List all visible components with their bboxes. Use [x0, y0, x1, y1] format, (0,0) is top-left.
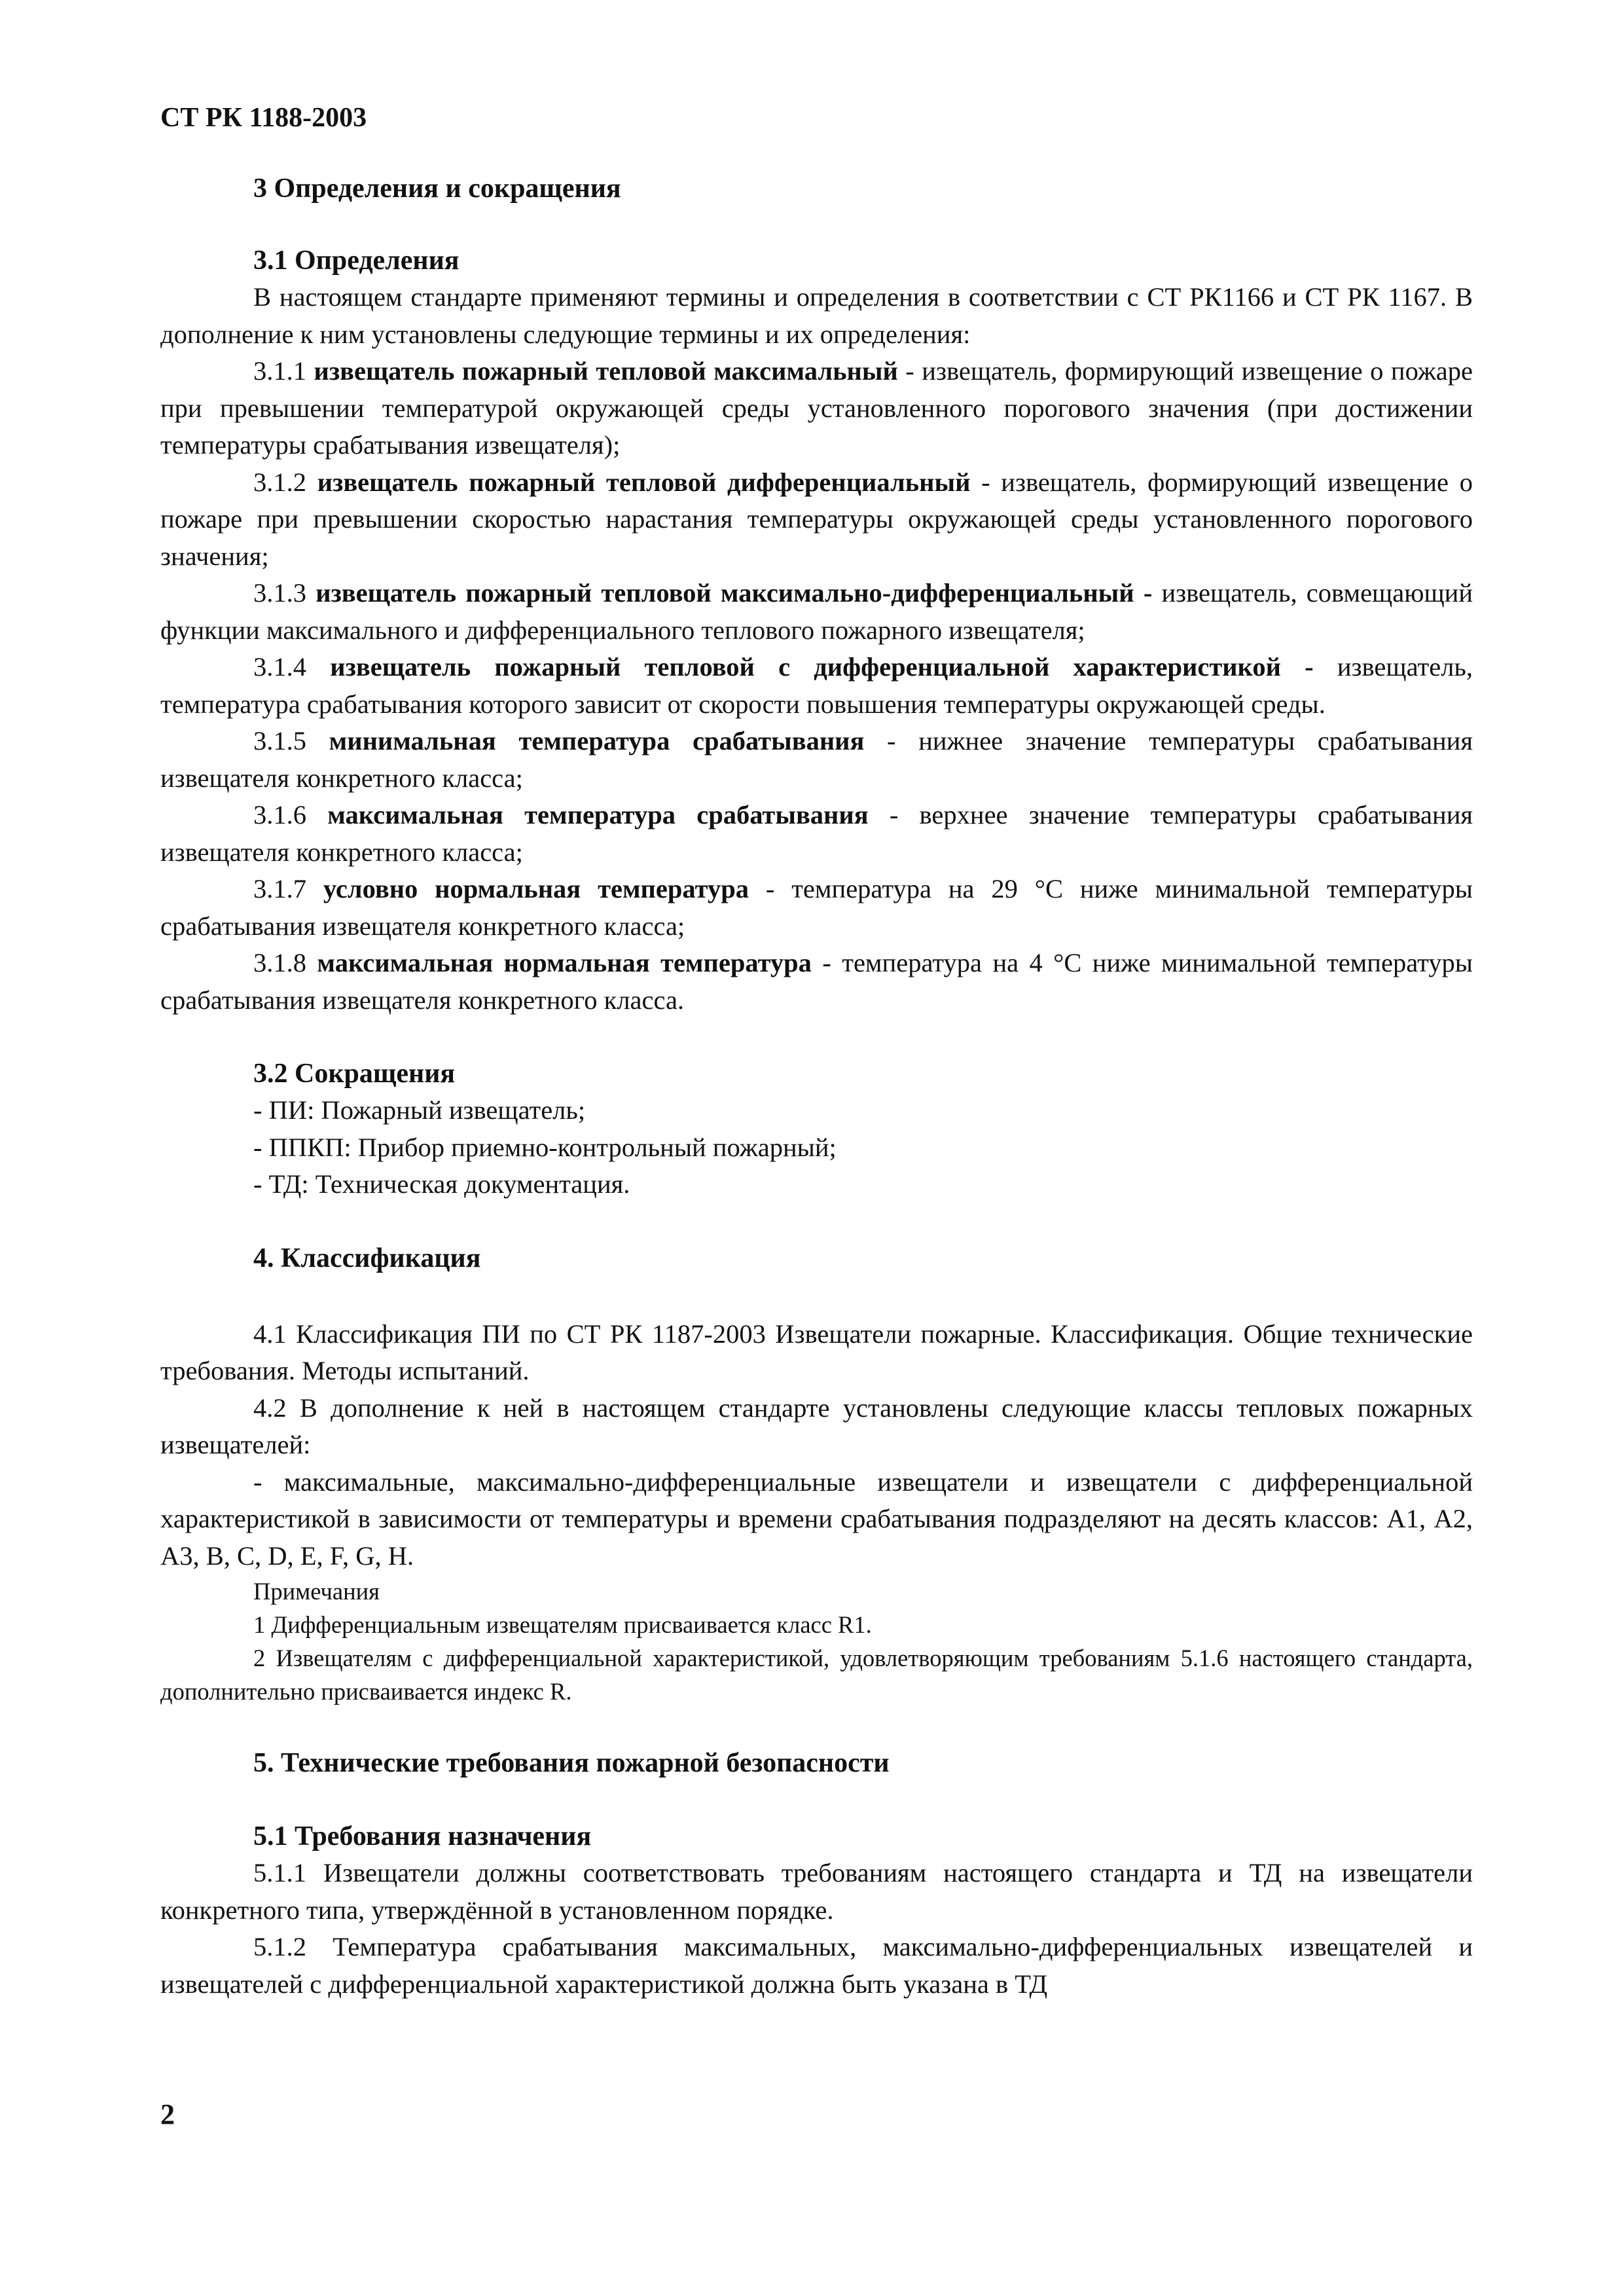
- document-code: СТ РК 1188-2003: [160, 103, 367, 133]
- abbreviation-item: - ППКП: Прибор приемно-контрольный пожарный;: [253, 1132, 837, 1162]
- definition-text: - температура на 4 °С ниже минимальной температуры срабатывания извещателя конкретного класса.: [160, 948, 1473, 1015]
- definition-number: 3.1.5: [253, 726, 306, 756]
- definition-number: 3.1.6: [253, 800, 306, 829]
- definition-text: - верхнее значение температуры срабатывания извещателя конкретного класса;: [160, 800, 1473, 867]
- spacer: [160, 1708, 1473, 1745]
- spacer: [160, 1019, 1473, 1055]
- requirement-paragraph: 5.1.2 Температура срабатывания максимальных, максимально-дифференциальных извещателей и извещателей с дифференциальной характеристикой должна быть указана в ТД: [160, 1932, 1473, 1999]
- definition-number: 3.1.3: [253, 578, 306, 608]
- note-item: 2 Извещателям с дифференциальной характеристикой, удовлетворяющим требованиям 5.1.6 настоящего стандарта, дополнительно присваивается индекс R.: [160, 1645, 1473, 1705]
- definition-term: извещатель пожарный тепловой с дифференциальной характеристикой -: [330, 652, 1314, 682]
- definition-number: 3.1.1: [253, 356, 306, 386]
- definition-term: извещатель пожарный тепловой максимальный: [314, 356, 898, 386]
- definition-number: 3.1.4: [253, 652, 306, 682]
- section-4-title: 4. Классификация: [253, 1243, 481, 1273]
- definition-number: 3.1.8: [253, 948, 306, 977]
- classification-paragraph: 4.2 В дополнение к ней в настоящем стандарте установлены следующие классы тепловых пожарных извещателей:: [160, 1393, 1473, 1459]
- definition-term: условно нормальная температура: [323, 874, 749, 903]
- definition-text: извещатель, температура срабатывания которого зависит от скорости повышения температуры окружающей среды.: [160, 652, 1473, 719]
- definition-number: 3.1.7: [253, 874, 306, 903]
- definition-text: - извещатель, формирующий извещение о пожаре при превышении температурой окружающей среды установленного порогового значения (при достижении температуры срабатывания извещателя);: [160, 356, 1473, 460]
- definition-item: [160, 464, 1473, 575]
- spacer: [160, 1277, 1473, 1316]
- definition-term: максимальная температура срабатывания: [327, 800, 869, 829]
- subsection-3-1-title: 3.1 Определения: [253, 246, 460, 276]
- definition-text: - нижнее значение температуры срабатывания извещателя конкретного класса;: [160, 726, 1473, 793]
- spacer: [160, 1781, 1473, 1818]
- definition-item: [160, 575, 1473, 649]
- definition-text: - температура на 29 °С ниже минимальной температуры срабатывания извещателя конкретного класса;: [160, 874, 1473, 941]
- definition-term: извещатель пожарный тепловой максимально-дифференциальный -: [316, 578, 1153, 608]
- definition-item: [160, 723, 1473, 797]
- definition-item: [160, 797, 1473, 871]
- notes-title: Примечания: [253, 1578, 380, 1605]
- subsection-5-1-title: 5.1 Требования назначения: [253, 1821, 592, 1851]
- definition-item: [160, 871, 1473, 945]
- requirement-paragraph: 5.1.1 Извещатели должны соответствовать требованиям настоящего стандарта и ТД на извещатели конкретного типа, утверждённой в установленном порядке.: [160, 1858, 1473, 1925]
- definition-text: - извещатель, формирующий извещение о пожаре при превышении скоростью нарастания температуры окружающей среды установленного порогового значения;: [160, 467, 1473, 571]
- note-item: 1 Дифференциальным извещателям присваивается класс R1.: [253, 1611, 872, 1638]
- definition-text: извещатель, совмещающий функции максимального и дифференциального теплового пожарного извещателя;: [160, 578, 1473, 645]
- classification-paragraph: 4.1 Классификация ПИ по СТ РК 1187-2003 Извещатели пожарные. Классификация. Общие технические требования. Методы испытаний.: [160, 1319, 1473, 1385]
- subsection-3-2-title: 3.2 Сокращения: [253, 1059, 456, 1089]
- classification-paragraph: - максимальные, максимально-дифференциальные извещатели и извещатели с дифференциальной характеристикой в зависимости от температуры и времени срабатывания подразделяют на десять классов: А1, А2, А3, В, С, D, E, F, G, H.: [160, 1467, 1473, 1571]
- document-page: [160, 98, 1473, 2003]
- section-3-title: 3 Определения и сокращения: [253, 173, 621, 204]
- definition-item: [160, 353, 1473, 464]
- definitions-intro: В настоящем стандарте применяют термины и определения в соответствии с СТ РК1166 и СТ РК 1167. В дополнение к ним установлены следующие термины и их определения:: [160, 282, 1473, 349]
- spacer: [160, 1203, 1473, 1240]
- section-5-title: 5. Технические требования пожарной безопасности: [253, 1748, 890, 1778]
- definition-term: извещатель пожарный тепловой дифференциальный: [317, 467, 971, 497]
- definition-term: максимальная нормальная температура: [317, 948, 812, 977]
- definition-number: 3.1.2: [253, 467, 306, 497]
- definition-term: минимальная температура срабатывания: [329, 726, 865, 756]
- definition-item: [160, 649, 1473, 723]
- abbreviation-item: - ТД: Техническая документация.: [253, 1169, 630, 1199]
- definition-item: [160, 945, 1473, 1019]
- abbreviation-item: - ПИ: Пожарный извещатель;: [253, 1095, 586, 1125]
- page-number: 2: [160, 2098, 175, 2130]
